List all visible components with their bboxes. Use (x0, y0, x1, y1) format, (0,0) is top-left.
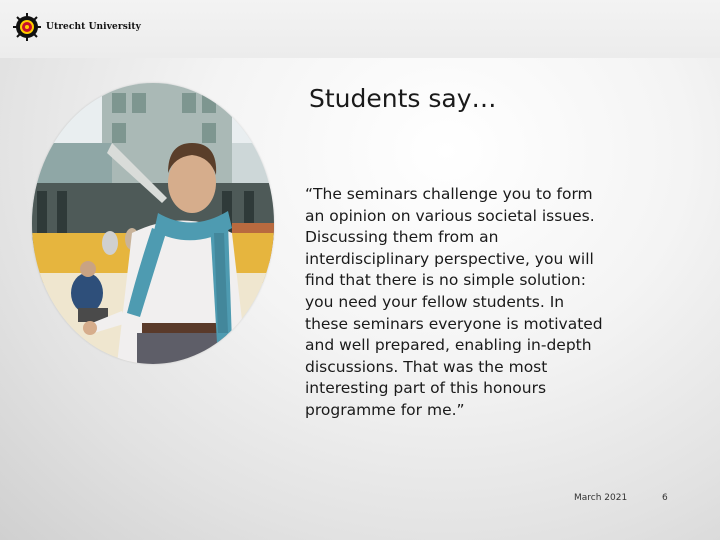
university-logo[interactable] (12, 12, 141, 42)
student-portrait-photo (32, 83, 274, 364)
university-name: Utrecht University (46, 22, 141, 32)
footer-date: March 2021 (574, 493, 628, 503)
slide-title: Students say… (309, 84, 497, 113)
university-seal-icon (12, 12, 42, 42)
student-quote: “The seminars challenge you to form an opinion on various societal issues. Discussing them from an interdisciplinary perspective, you will find that there is no simple solution: you need your fellow students. In these seminars everyone is motivated and well prepared, enabling in-depth discussions. That was the most interesting part of this honours programme for me.” (305, 185, 603, 419)
page-number: 6 (662, 493, 668, 503)
